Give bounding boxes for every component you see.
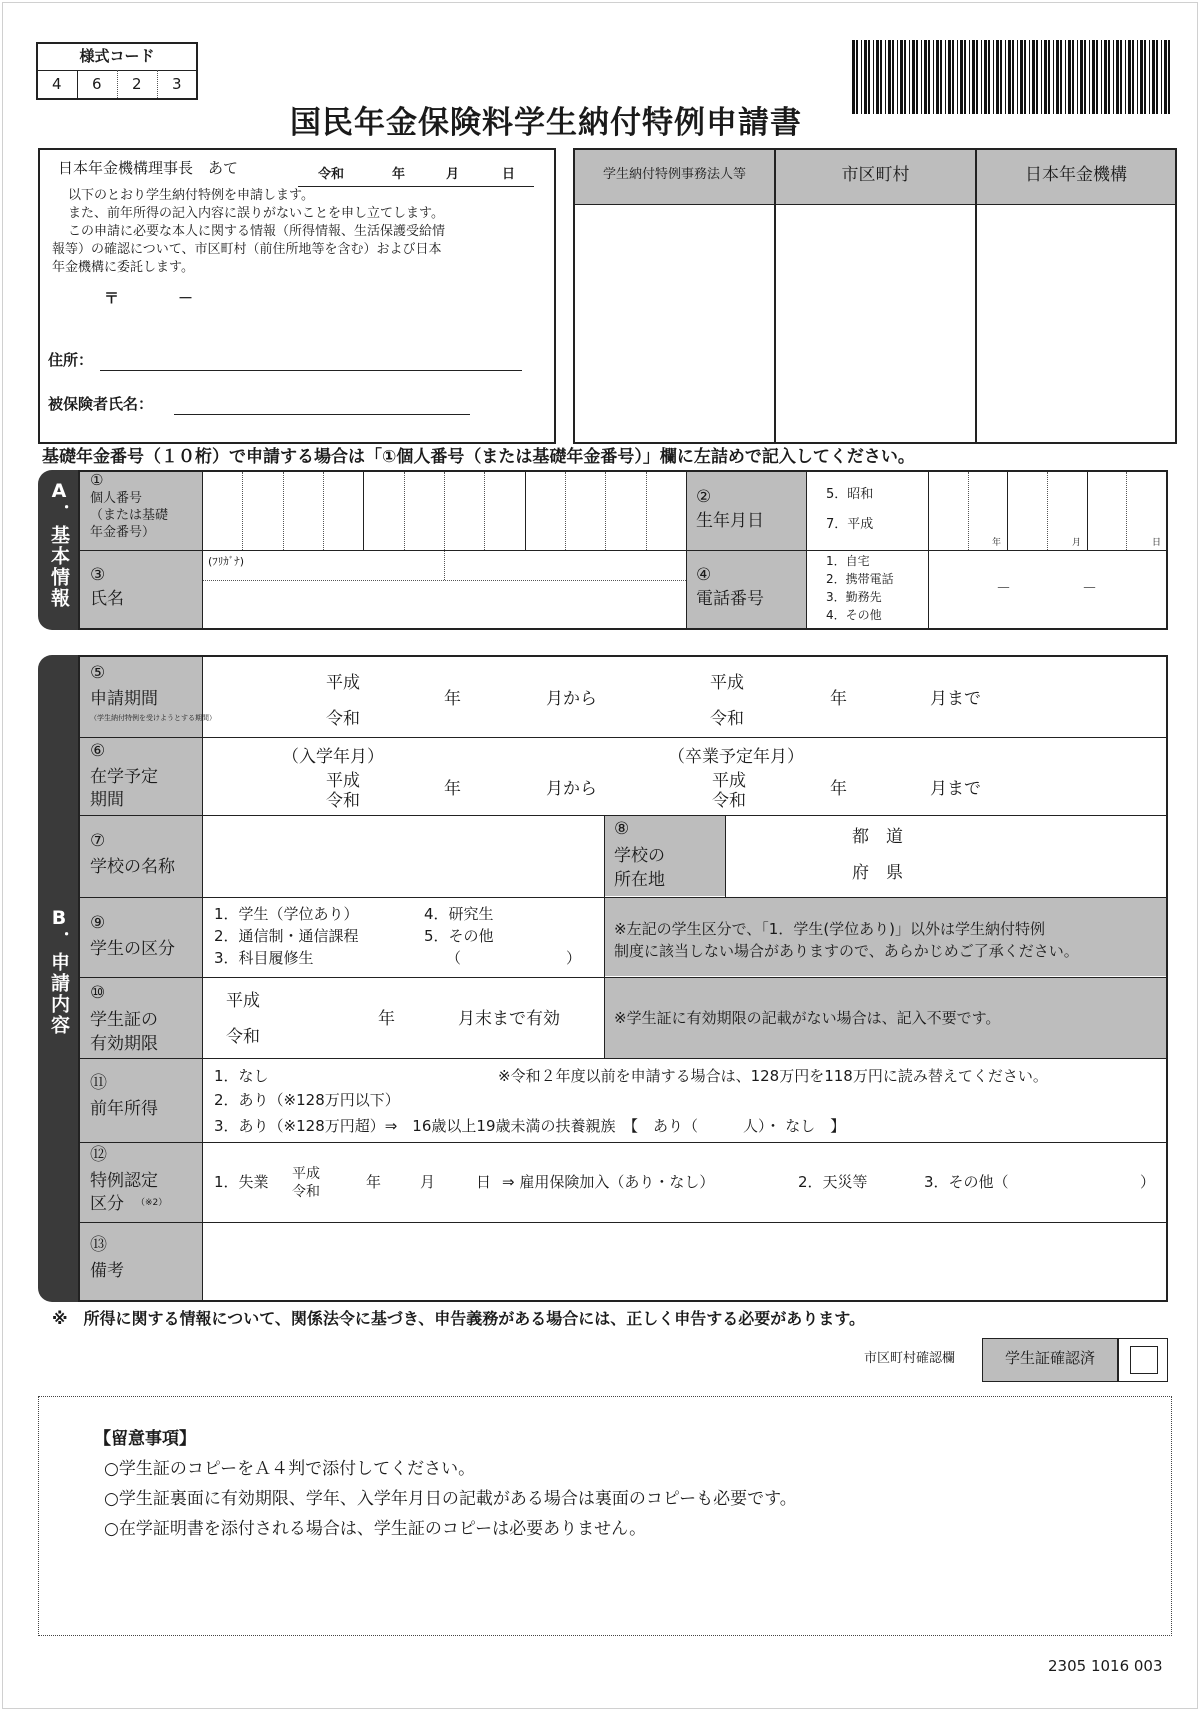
barcode-bar	[988, 40, 990, 114]
barcode-bar	[1104, 40, 1107, 114]
barcode-bar	[996, 40, 999, 114]
barcode-bar	[1036, 40, 1038, 114]
barcode-bar	[1005, 40, 1006, 114]
notes-box	[38, 1396, 1172, 1636]
declaration-text: 以下のとおり学生納付特例を申請します。	[68, 188, 314, 203]
barcode-bar	[1116, 40, 1119, 114]
document-number: 2305 1016 003	[1048, 1657, 1163, 1675]
barcode-bar	[1152, 40, 1155, 114]
income-option[interactable]: 2．あり（※128万円以下）	[214, 1091, 400, 1109]
barcode-bar	[936, 40, 939, 114]
barcode-bar	[909, 40, 910, 114]
barcode-bar	[1125, 40, 1126, 114]
address-field[interactable]	[100, 370, 522, 371]
barcode-bar	[940, 40, 942, 114]
barcode-bar	[976, 40, 978, 114]
category-option[interactable]: 5．その他	[424, 927, 494, 945]
barcode-bar	[885, 40, 886, 114]
barcode-bar	[900, 40, 903, 114]
barcode-bar	[876, 40, 879, 114]
barcode-bar	[1012, 40, 1014, 114]
barcode-bar	[960, 40, 963, 114]
barcode-bar	[1008, 40, 1011, 114]
barcode-bar	[981, 40, 982, 114]
barcode-bar	[868, 40, 870, 114]
notes-item: ○在学証明書を添付される場合は、学生証のコピーは必要ありません。	[104, 1519, 647, 1539]
barcode-bar	[1132, 40, 1134, 114]
barcode-bar	[1164, 40, 1167, 114]
income-option[interactable]: 3．あり（※128万円超）⇒ 16歳以上19歳未満の扶養親族 【 あり（ 人）・ なし 】	[214, 1117, 846, 1135]
category-option[interactable]: 3．科目履修生	[214, 949, 314, 967]
barcode-bar	[984, 40, 987, 114]
barcode-bar	[1092, 40, 1095, 114]
period-era-option[interactable]: 平成	[326, 673, 360, 693]
form-code-digit: 2	[132, 75, 142, 93]
barcode-bar	[1041, 40, 1042, 114]
category-option[interactable]: 2．通信制・通信課程	[214, 927, 359, 945]
form-title: 国民年金保険料学生納付特例申請書	[290, 105, 802, 141]
barcode-bar	[892, 40, 894, 114]
barcode-bar	[1053, 40, 1054, 114]
declaration-text: 年金機構に委託します。	[52, 260, 194, 275]
section-b-band: B．申請内容	[38, 655, 80, 1302]
addressee: 日本年金機構理事長 あて	[58, 159, 239, 177]
furigana-label: (ﾌﾘｶﾞﾅ)	[208, 555, 245, 568]
stamp-box-label: 学生納付特例事務法人等	[602, 167, 746, 182]
birth-era-option[interactable]: 7．平成	[826, 517, 874, 532]
barcode-bar	[1168, 40, 1170, 114]
barcode-bar	[1056, 40, 1059, 114]
barcode-bar	[1108, 40, 1110, 114]
era-label: 令和	[318, 167, 345, 182]
stamp-box-label: 市区町村	[841, 165, 910, 185]
barcode-bar	[972, 40, 975, 114]
barcode-bar	[852, 40, 855, 114]
barcode-bar	[1000, 40, 1002, 114]
barcode-bar	[1029, 40, 1030, 114]
barcode-bar	[1096, 40, 1098, 114]
birth-era-option[interactable]: 5．昭和	[826, 487, 874, 502]
birthdate-label: 生年月日	[696, 511, 764, 531]
declaration-text: 報等）の確認について、市区町村（前住所地等を含む）および日本	[52, 242, 442, 257]
category-note: ※左記の学生区分で、「1．学生(学位あり)」以外は学生納付特例 制度に該当しない場合がありますので、あらかじめご了承ください。	[614, 920, 1079, 960]
barcode-bar	[1077, 40, 1078, 114]
insured-name-label: 被保険者氏名：	[48, 395, 154, 413]
barcode-bar	[1032, 40, 1035, 114]
barcode-bar	[933, 40, 934, 114]
grad-era-option[interactable]: 平成	[712, 771, 746, 791]
special-option[interactable]: 2．天災等	[798, 1173, 868, 1191]
birthdate-field[interactable]	[929, 473, 1165, 549]
special-option[interactable]: 3．その他（	[924, 1173, 1009, 1191]
address-label: 住所：	[48, 351, 94, 369]
card-expiry-note: ※学生証に有効期限の記載がない場合は、記入不要です。	[614, 1009, 1001, 1027]
phone-type-option[interactable]: 4．その他	[826, 608, 882, 622]
barcode-bar	[993, 40, 994, 114]
barcode-bar	[1089, 40, 1090, 114]
barcode-bar	[1044, 40, 1047, 114]
notes-item: ○学生証裏面に有効期限、学年、入学年月日の記載がある場合は裏面のコピーも必要です。	[104, 1489, 797, 1509]
barcode-bar	[1080, 40, 1083, 114]
confirm-checkbox[interactable]	[1130, 1346, 1158, 1374]
form-code-digit: 4	[52, 75, 62, 93]
individual-number-field[interactable]	[203, 473, 685, 549]
barcode-bar	[904, 40, 906, 114]
income-option[interactable]: 1．なし	[214, 1067, 269, 1085]
enroll-era-option[interactable]: 平成	[326, 771, 360, 791]
school-name-field[interactable]	[204, 817, 602, 895]
notes-item: ○学生証のコピーをＡ４判で添付してください。	[104, 1459, 476, 1479]
basic-number-notice: 基礎年金番号（１０桁）で申請する場合は「①個人番号（または基礎年金番号）」欄に左詰めで記入してください。	[42, 447, 915, 467]
declaration-text: また、前年所得の記入内容に誤りがないことを申し立てします。	[68, 206, 444, 221]
barcode-bar	[945, 40, 946, 114]
student-category-label: 学生の区分	[90, 939, 175, 959]
category-option[interactable]: 4．研究生	[424, 905, 494, 923]
barcode-bar	[1156, 40, 1158, 114]
school-name-label: 学校の名称	[90, 857, 175, 877]
special-option[interactable]: 1．失業	[214, 1173, 269, 1191]
remarks-field[interactable]	[204, 1224, 1166, 1300]
barcode-bar	[1113, 40, 1114, 114]
period-era-option[interactable]: 令和	[326, 709, 360, 729]
barcode-bar	[1149, 40, 1150, 114]
phone-type-option[interactable]: 1．自宅	[826, 554, 870, 568]
income-note: ※令和２年度以前を申請する場合は、128万円を118万円に読み替えてください。	[498, 1067, 1048, 1085]
barcode-bar	[1101, 40, 1102, 114]
barcode-bar	[1024, 40, 1026, 114]
name-field[interactable]	[203, 582, 686, 628]
form-code-label: 様式コード	[79, 47, 155, 65]
barcode-bar	[928, 40, 930, 114]
grad-era-option[interactable]: 令和	[712, 791, 746, 811]
barcode-bar	[924, 40, 927, 114]
enroll-era-option[interactable]: 令和	[326, 791, 360, 811]
barcode-bar	[957, 40, 958, 114]
barcode-bar	[873, 40, 874, 114]
card-era-option[interactable]: 令和	[226, 1027, 260, 1047]
remarks-label: 備考	[90, 1261, 124, 1281]
special-era-option[interactable]: 平成	[292, 1166, 320, 1182]
barcode-bar	[1137, 40, 1138, 114]
barcode-bar	[964, 40, 966, 114]
barcode-bar	[1048, 40, 1050, 114]
special-category-label: 特例認定 区分	[90, 1171, 158, 1214]
barcode-bar	[1065, 40, 1066, 114]
barcode-bar	[1068, 40, 1071, 114]
notes-heading: 【留意事項】	[94, 1429, 196, 1449]
barcode-bar	[1128, 40, 1131, 114]
barcode-bar	[1017, 40, 1018, 114]
barcode-bar	[1060, 40, 1062, 114]
previous-income-label: 前年所得	[90, 1099, 158, 1119]
barcode-bar	[880, 40, 882, 114]
barcode-bar	[1144, 40, 1146, 114]
barcode-bar	[864, 40, 867, 114]
barcode-bar	[912, 40, 915, 114]
application-period-label: 申請期間	[90, 689, 158, 709]
phone-type-option[interactable]: 2．携帯電話	[826, 572, 894, 586]
municipal-confirm-label: 市区町村確認欄	[864, 1351, 956, 1366]
special-era-option[interactable]: 令和	[292, 1184, 320, 1200]
barcode-bar	[1020, 40, 1023, 114]
declaration-text: この申請に必要な本人に関する情報（所得情報、生活保護受給情	[68, 224, 446, 239]
barcode-bar	[916, 40, 918, 114]
category-option[interactable]: 1．学生（学位あり）	[214, 905, 359, 923]
form-code-box	[36, 42, 198, 100]
individual-number-label: 個人番号 （または基礎 年金番号）	[90, 491, 169, 540]
period-era-option[interactable]: 令和	[710, 709, 744, 729]
student-card-expiry-label: 学生証の 有効期限	[90, 1010, 158, 1054]
income-footnote: ※ 所得に関する情報について、関係法令に基づき、申告義務がある場合には、正しく申告する必要があります。	[52, 1309, 865, 1328]
barcode-bar	[969, 40, 970, 114]
card-era-option[interactable]: 平成	[226, 991, 260, 1011]
stamp-box-label: 日本年金機構	[1025, 165, 1127, 185]
form-code-digit: 6	[92, 75, 102, 93]
postal-mark: 〒	[104, 289, 120, 307]
form-code-digit: 3	[172, 75, 182, 93]
barcode-bar	[1161, 40, 1162, 114]
barcode-bar	[856, 40, 858, 114]
barcode-bar	[1072, 40, 1074, 114]
phone-type-option[interactable]: 3．勤務先	[826, 590, 882, 604]
barcode-bar	[1140, 40, 1143, 114]
section-a-band: A．基本情報	[38, 470, 80, 630]
barcode-bar	[921, 40, 922, 114]
barcode-bar	[888, 40, 891, 114]
enrollment-period-label: 在学予定 期間	[90, 767, 158, 810]
barcode-bar	[1120, 40, 1122, 114]
barcode-bar	[897, 40, 898, 114]
barcode-bar	[861, 40, 862, 114]
barcode-bar	[952, 40, 954, 114]
insured-name-field[interactable]	[174, 414, 470, 415]
barcode-bar	[1084, 40, 1086, 114]
phone-label: 電話番号	[696, 589, 764, 609]
barcode-bar	[948, 40, 951, 114]
period-era-option[interactable]: 平成	[710, 673, 744, 693]
name-label: 氏名	[90, 589, 124, 609]
barcode	[852, 40, 1176, 114]
school-location-label: 学校の 所在地	[614, 846, 665, 890]
